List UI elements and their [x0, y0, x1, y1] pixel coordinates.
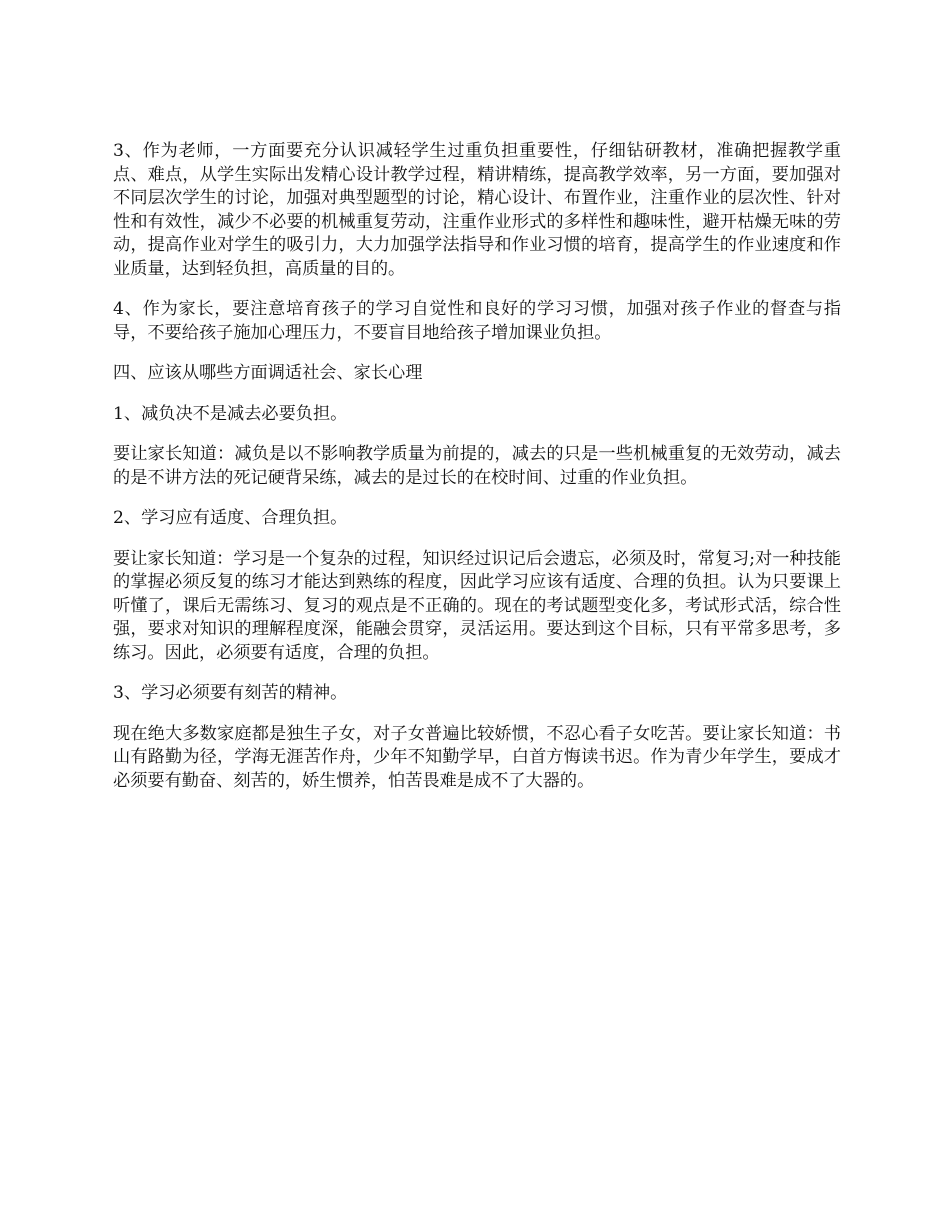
paragraph-burden-reduction: 要让家长知道：减负是以不影响教学质量为前提的，减去的只是一些机械重复的无效劳动，减去的是不讲方法的死记硬背呆练，减去的是过长的在校时间、过重的作业负担。	[113, 444, 841, 488]
subheading-one: 1、减负决不是减去必要负担。	[113, 403, 348, 424]
paragraph-parent-role: 4、作为家长，要注意培育孩子的学习自觉性和良好的学习习惯，加强对孩子作业的督查与指导，不要给孩子施加心理压力，不要盲目地给孩子增加课业负担。	[113, 299, 841, 343]
document-body	[113, 140, 841, 810]
subheading-three: 3、学习必须要有刻苦的精神。	[113, 683, 348, 703]
subheading-two: 2、学习应有适度、合理负担。	[113, 508, 348, 528]
paragraph-teacher-role: 3、作为老师，一方面要充分认识减轻学生过重负担重要性，仔细钻研教材，准确把握教学重点、难点，从学生实际出发精心设计教学过程，精讲精练，提高教学效率，另一方面，要加强对不同层次学生的讨论，加强对典型题型的讨论，精心设计、布置作业，注重作业的层次性、针对性和有效性，减少不必要的机械重复劳动，注重作业形式的多样性和趣味性，避开枯燥无味的劳动，提高作业对学生的吸引力，大力加强学法指导和作业习惯的培育，提高学生的作业速度和作业质量，达到轻负担，高质量的目的。	[113, 141, 841, 279]
paragraph-reasonable-burden: 要让家长知道：学习是一个复杂的过程，知识经过识记后会遗忘，必须及时，常复习;对一种技能的掌握必须反复的练习才能达到熟练的程度，因此学习应该有适度、合理的负担。认为只要课上听懂了，课后无需练习、复习的观点是不正确的。现在的考试题型变化多，考试形式活，综合性强，要求对知识的理解程度深，能融会贯穿，灵活运用。要达到这个目标，只有平常多思考，多练习。因此，必须要有适度，合理的负担。	[113, 548, 841, 663]
paragraph-hard-work: 现在绝大多数家庭都是独生子女，对子女普遍比较娇惯，不忍心看子女吃苦。要让家长知道：书山有路勤为径，学海无涯苦作舟，少年不知勤学早，白首方悔读书迟。作为青少年学生，要成才必须要有勤奋、刻苦的，娇生惯养，怕苦畏难是成不了大器的。	[113, 723, 841, 791]
section-heading-four: 四、应该从哪些方面调适社会、家长心理	[113, 363, 423, 383]
